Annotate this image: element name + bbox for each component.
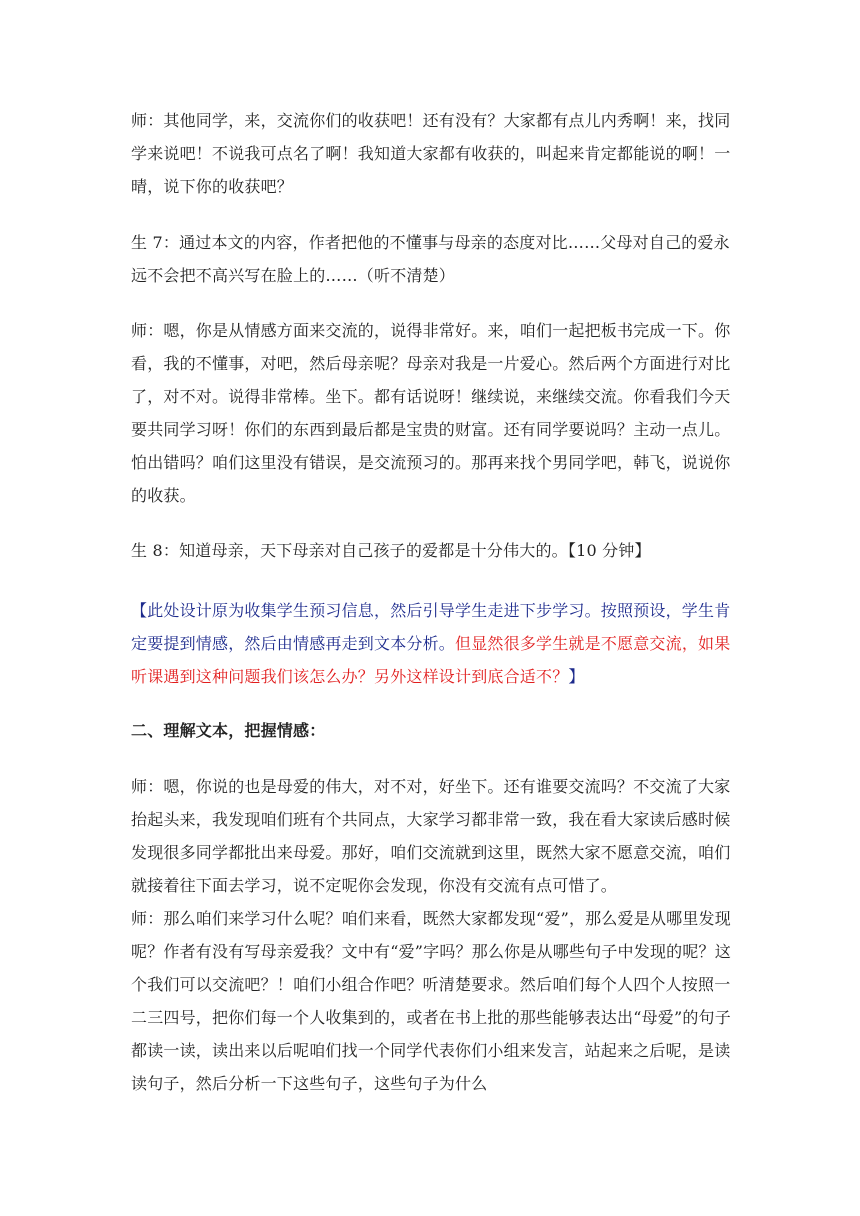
section-heading: 二、理解文本，把握情感：	[131, 721, 326, 740]
design-note-closing-bracket: 】	[568, 667, 585, 686]
design-note-blue-text: 【此处设计原为收集学生预习信息，然后引导学生走进下步学习。按照预设，学生肯定要提到情感，然后由情感再走到文本分析。	[131, 601, 731, 653]
paragraph-teacher-4: 师：那么咱们来学习什么呢？咱们来看，既然大家都发现“爱”，那么爱是从哪里发现呢？作者有没有写母亲爱我？文中有“爱”字吗？那么你是从哪些句子中发现的呢？这个我们可以交流吧？！咱们小组合作吧？听清楚要求。然后咱们每个人四个人按照一二三四号，把你们每一个人收集到的，或者在书上批的那些能够表达出“母爱”的句子都读一读，读出来以后呢咱们找一个同学代表你们小组来发言，站起来之后呢，是读读句子，然后分析一下这些句子，这些句子为什么	[131, 909, 731, 1093]
design-note-red-text: 但显然很多学生就是不愿意交流，如果听课遇到这种问题我们该怎么办？另外这样设计到底合适不？	[131, 634, 731, 686]
paragraph-teacher-3: 师：嗯，你说的也是母爱的伟大，对不对，好坐下。还有谁要交流吗？不交流了大家抬起头来，我发现咱们班有个共同点，大家学习都非常一致，我在看大家读后感时候发现很多同学都批出来母爱。那好，咱们交流就到这里，既然大家不愿意交流，咱们就接着往下面去学习，说不定呢你会发现，你没有交流有点可惜了。	[131, 777, 731, 895]
paragraph-design-note	[131, 594, 745, 693]
paragraph-student-7: 生 7：通过本文的内容，作者把他的不懂事与母亲的态度对比……父母对自己的爱永远不会把不高兴写在脸上的……（听不清楚）	[131, 233, 730, 285]
paragraph-teacher-1: 师：其他同学，来，交流你们的收获吧！还有没有？大家都有点儿内秀啊！来，找同学来说吧！不说我可点名了啊！我知道大家都有收获的，叫起来肯定都能说的啊！一晴，说下你的收获吧？	[131, 111, 731, 196]
paragraph-student-8: 生 8：知道母亲，天下母亲对自己孩子的爱都是十分伟大的。【10 分钟】	[131, 541, 651, 560]
paragraph-teacher-2: 师：嗯，你是从情感方面来交流的，说得非常好。来，咱们一起把板书完成一下。你看，我的不懂事，对吧，然后母亲呢？母亲对我是一片爱心。然后两个方面进行对比了，对不对。说得非常棒。坐下。都有话说呀！继续说，来继续交流。你看我们今天要共同学习呀！你们的东西到最后都是宝贵的财富。还有同学要说吗？主动一点儿。怕出错吗？咱们这里没有错误，是交流预习的。那再来找个男同学吧，韩飞，说说你的收获。	[131, 321, 731, 505]
